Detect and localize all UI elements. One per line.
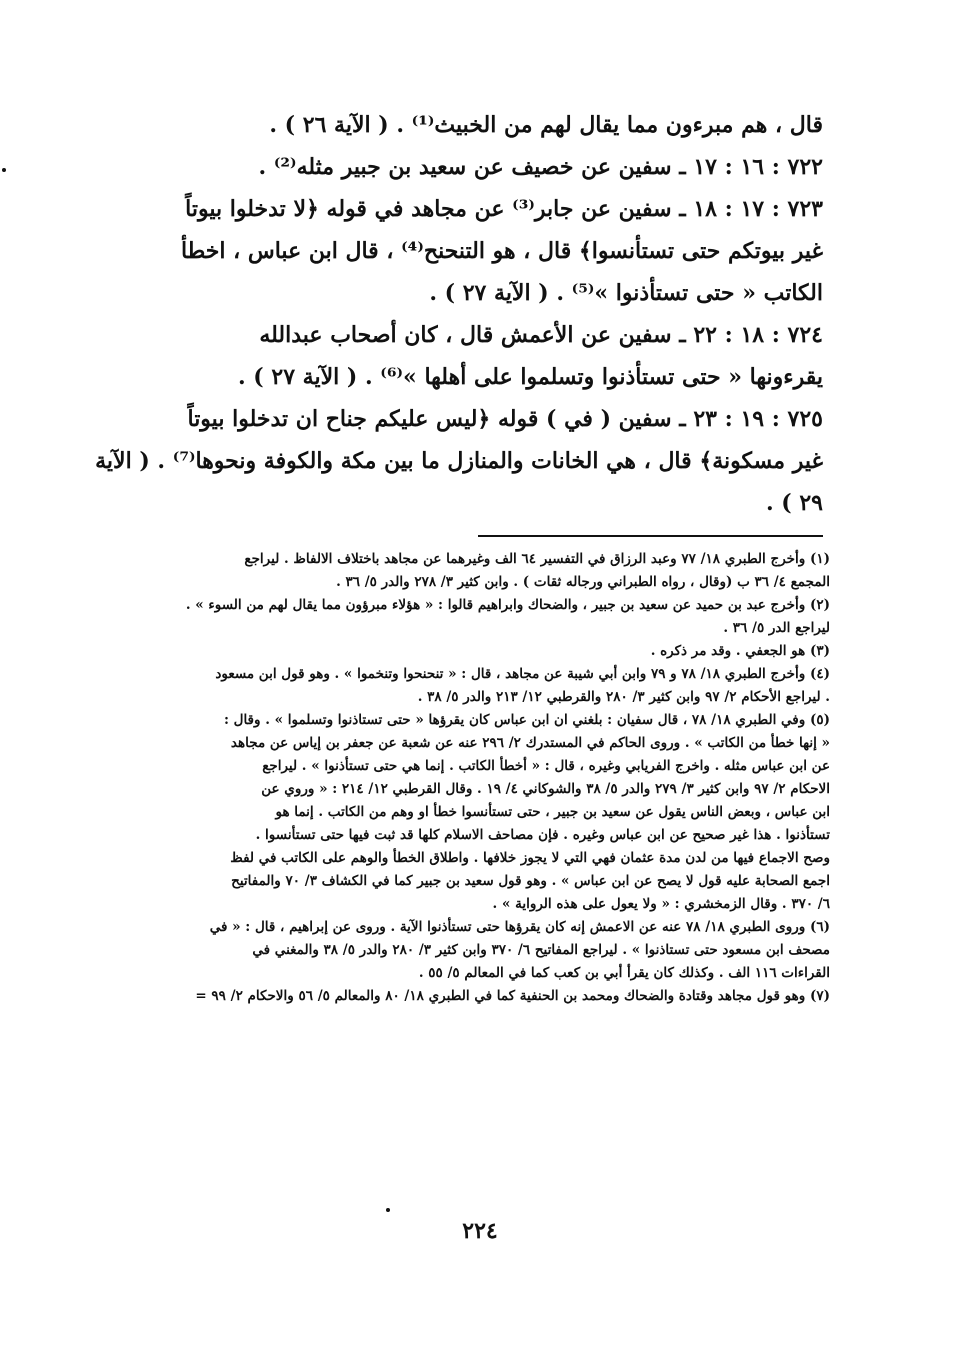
footnote-line: ليراجع الدر ٥/ ٣٦ . [723,620,830,636]
footnote-line: عن ابن عباس مثله . واخرج الفريابي وغيره ، قال : « أخطأ الكاتب . إنما هي حتى تستأذنوا » . ليراجع [262,758,830,774]
footnote-line: . ليراجع الأحكام ٢/ ٩٧ وابن كثير ٣/ ٢٨٠ والقرطبي ١٢/ ٢١٣ والدر ٥/ ٣٨ . [417,689,830,705]
footnote-line: ٦/ ٣٧٠ . وقال الزمخشري : « ولا يعول على هذه الرواية » . [492,896,830,912]
main-line: قال ، هم مبرءون مما يقال لهم من الخبيث⁽¹⁾ . ( الآية ٢٦ ) . [269,112,823,138]
main-line: ٧٢٤ : ١٨ : ٢٢ ـ سفين عن الأعمش قال ، كان أصحاب عبدالله [259,322,823,348]
footnote-line: مصحف ابن مسعود حتى تستاذنوا » . ليراجع المفاتيح ٦/ ٣٧٠ وابن كثير ٣/ ٢٨٠ والدر ٥/ ٣٨ والمغني في [252,942,830,958]
footnote-line: القراءات ١١٦ الف . وكذلك كان يقرأ أبي بن كعب كما في المعالم ٥/ ٥٥ . [418,965,830,981]
footnote-line: تستأذنوا . هذا غير صحيح عن ابن عباس وغيره . فإن مصاحف الاسلام كلها قد ثبت فيها حتى تستأنسوا . [255,827,830,843]
main-line: ٢٩ ) . [765,490,823,516]
footnote-line: (٢) وأخرج عبد بن حميد عن سعيد بن جبير ، والضحاك وابراهيم قالوا : « هؤلاء مبرؤون مما يقال لهم من السوء » . [185,597,830,613]
footnote-divider [478,535,823,537]
ink-dot [386,1208,390,1212]
footnote-line: المجمع ٤/ ٣٦ ب (وقال ، رواه الطبراني ورجاله ثقات ) . وابن كثير ٣/ ٢٧٨ والدر ٥/ ٣٦ . [336,574,830,590]
main-line: ٧٢٣ : ١٧ : ١٨ ـ سفين عن جابر⁽³⁾ عن مجاهد في قوله ﴿لا تدخلوا بيوتاً [185,196,823,222]
footnote-line: (٣) هو الجعفي . وقد مر ذكره . [650,643,830,659]
main-line: الكاتب « حتى تستأذنوا »⁽⁵⁾ . ( الآية ٢٧ ) . [429,280,823,306]
footnote-line: (٤) وأخرج الطبري ١٨/ ٧٨ و ٧٩ وابن أبي شيبة عن مجاهد ، قال : « تنحنحوا وتنخموا » . وهو قول ابن مسعود [215,666,830,682]
margin-mark [2,168,6,172]
footnote-line: (٧) وهو قول مجاهد وقتادة والضحاك ومحمد بن الحنفية كما في الطبري ١٨/ ٨٠ والمعالم ٥/ ٥٦ والاحكام ٢/ ٩٩ = [195,988,830,1004]
footnote-line: وصح الاجماع فيها من لدن مدة عثمان فهي التي لا يجوز خلافها . واطلاق الخطأ والوهم على الكاتب في لفظ [230,850,830,866]
footnotes [130,548,830,1008]
footnote-line: (١) وأخرج الطبري ١٨/ ٧٧ وعبد الرزاق في التفسير ٦٤ الف وغيرهما عن مجاهد باختلاف الالفاظ . ليراجع [244,551,830,567]
footnote-line: (٦) وروى الطبري ١٨/ ٧٨ عنه عن الاعمش إنه كان يقرؤها حتى تستأذنوا الآية . وروى عن إبراهيم ، قال : « في [209,919,830,935]
main-line: غير مسكونة﴾ قال ، هي الخانات والمنازل ما بين مكة والكوفة ونحوها⁽⁷⁾ . ( الآية [95,448,823,474]
main-line: ٧٢٥ : ١٩ : ٢٣ ـ سفين ( في ) قوله ﴿ليس عليكم جناح ان تدخلوا بيوتاً [187,406,823,432]
main-line: ٧٢٢ : ١٦ : ١٧ ـ سفين عن خصيف عن سعيد بن جبير مثله⁽²⁾ . [258,154,823,180]
footnote-line: « إنها خطأ من الكاتب » . وروى الحاكم في المستدرك ٢/ ٢٩٦ عنه عن شعبة عن جعفر بن إياس عن مجاهد [230,735,830,751]
footnote-line: (٥) وفي الطبري ١٨/ ٧٨ ، قال سفيان : بلغني ان ابن عباس كان يقرؤها « حتى تستاذنوا وتسلموا » . وقال : [223,712,830,728]
footnote-line: اجمع الصحابة عليه قول لا يصح عن ابن عباس » . وهو قول سعيد بن جبير كما في الكشاف ٣/ ٧٠ والمفاتيح [231,873,830,889]
page-number: ٢٢٤ [462,1218,498,1244]
main-text [95,104,823,524]
main-line: غير بيوتكم حتى تستأنسوا﴾ قال ، هو التنحنح⁽⁴⁾ ، قال ابن عباس ، اخطأ [180,238,823,264]
footnote-line: ابن عباس ، وبعض الناس يقول عن سعيد بن جبير ، حتى تستأنسوا خطأ او وهم من الكاتب . إنما هو [275,804,830,820]
main-line: يقرءونها « حتى تستأذنوا وتسلموا على أهلها »⁽⁶⁾ . ( الآية ٢٧ ) . [237,364,823,390]
footnote-line: الاحكام ٢/ ٩٧ وابن كثير ٣/ ٢٧٩ والدر ٥/ ٣٨ والشوكاني ٤/ ١٩ . وقال القرطبي ١٢/ ٢١٤ : « وروي عن [261,781,830,797]
